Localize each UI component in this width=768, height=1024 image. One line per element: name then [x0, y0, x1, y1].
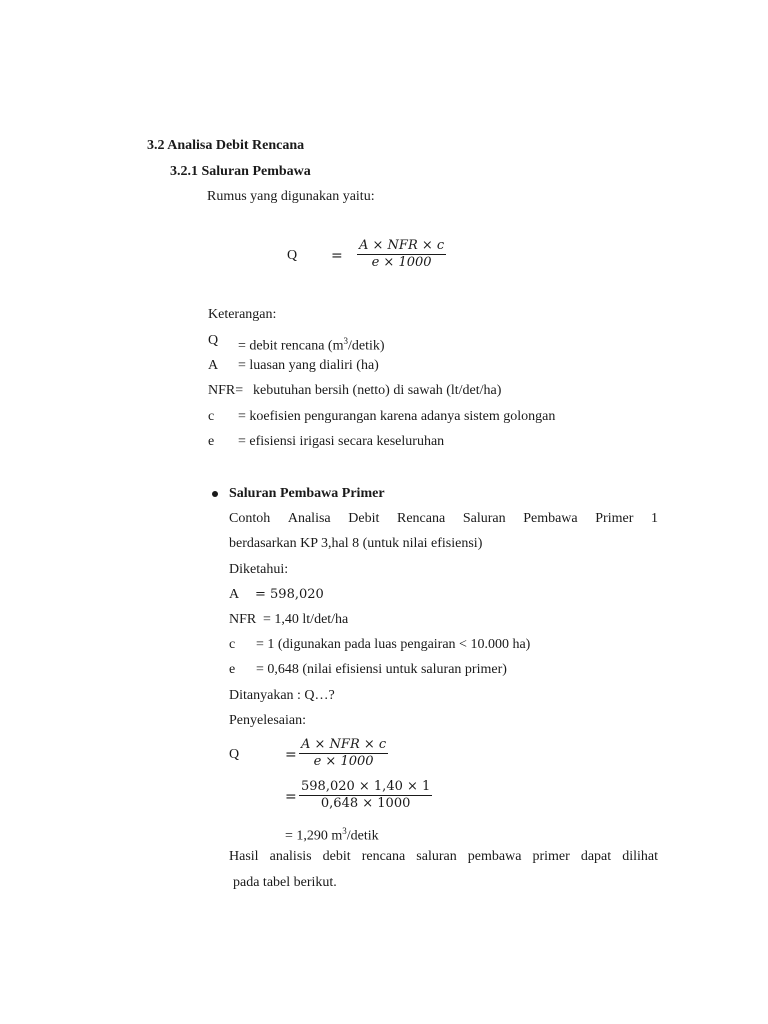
- diketahui-label: Diketahui:: [229, 562, 289, 577]
- keterangan-desc-e: = efisiensi irigasi secara keseluruhan: [238, 434, 445, 449]
- word: Analisa: [287, 511, 331, 526]
- calc-equals-1: =: [285, 747, 297, 763]
- word: analisis: [269, 849, 312, 864]
- ditanyakan-label: Ditanyakan : Q…?: [229, 688, 335, 703]
- keterangan-title: Keterangan:: [208, 307, 277, 322]
- keterangan-desc-nfr: kebutuhan bersih (netto) di sawah (lt/det/ha): [253, 383, 502, 398]
- calc-result: = 1,290 $m^3$/detik: [285, 826, 379, 844]
- word: Primer: [595, 511, 634, 526]
- primer-paragraph-line1: [229, 511, 658, 527]
- keterangan-sym-q: Q: [208, 333, 219, 348]
- formula-numerator: A × NFR × c: [359, 238, 445, 253]
- word: dilihat: [622, 849, 658, 864]
- word: Saluran: [462, 511, 506, 526]
- formula-equals: =: [331, 248, 343, 264]
- given-desc-a: = 598,020: [255, 587, 324, 602]
- keterangan-desc-q: = debit rencana $(m^3/detik)$: [238, 336, 385, 354]
- given-sym-e: e: [229, 662, 236, 677]
- calc-numerator-2: 598,020 × 1,40 × 1: [301, 779, 431, 794]
- keterangan-desc-c: = koefisien pengurangan karena adanya sistem golongan: [238, 409, 556, 424]
- word: primer: [532, 849, 570, 864]
- keterangan-sym-a: A: [208, 358, 219, 373]
- closing-line1: [229, 849, 658, 865]
- keterangan-desc-a: = luasan yang dialiri (ha): [238, 358, 379, 373]
- given-desc-e: = 0,648 (nilai efisiensi untuk saluran primer): [256, 662, 507, 677]
- subsection-number: 3.2.1: [170, 164, 198, 179]
- primer-title: Saluran Pembawa Primer: [229, 486, 385, 501]
- keterangan-sym-c: c: [208, 409, 215, 424]
- word: Rencana: [396, 511, 446, 526]
- section-title: Analisa Debit Rencana: [167, 138, 305, 153]
- calc-lhs: Q: [229, 747, 240, 762]
- word: saluran: [416, 849, 457, 864]
- word: 1: [651, 511, 658, 526]
- calc-fraction-1: [299, 737, 388, 770]
- word: Contoh: [229, 511, 271, 526]
- given-sym-a: A: [229, 587, 240, 602]
- section-heading: [147, 138, 304, 154]
- formula-lhs: Q: [287, 248, 298, 263]
- main-formula-fraction: [357, 238, 446, 271]
- given-desc-nfr: = 1,40 lt/det/ha: [263, 612, 349, 627]
- word: pembawa: [467, 849, 522, 864]
- word: Hasil: [229, 849, 259, 864]
- given-sym-c: c: [229, 637, 236, 652]
- keterangan-sym-e: e: [208, 434, 215, 449]
- closing-line2: pada tabel berikut.: [233, 875, 337, 890]
- word: Pembawa: [523, 511, 578, 526]
- intro-text: Rumus yang digunakan yaitu:: [207, 189, 375, 204]
- primer-paragraph-line2: berdasarkan KP 3,hal 8 (untuk nilai efisiensi): [229, 536, 483, 551]
- word: debit: [322, 849, 351, 864]
- word: dapat: [580, 849, 612, 864]
- given-sym-nfr: NFR: [229, 612, 257, 627]
- word: Debit: [348, 511, 380, 526]
- calc-fraction-2: [299, 779, 432, 812]
- calc-numerator-1: A × NFR × c: [301, 737, 387, 752]
- calc-denominator-2: 0,648 × 1000: [320, 796, 411, 811]
- calc-equals-2: =: [285, 789, 297, 805]
- word: rencana: [361, 849, 406, 864]
- subsection-heading: [170, 164, 311, 180]
- keterangan-sym-nfr: NFR=: [208, 383, 244, 398]
- given-desc-c: = 1 (digunakan pada luas pengairan < 10.000 ha): [256, 637, 531, 652]
- formula-denominator: e × 1000: [371, 255, 432, 270]
- penyelesaian-label: Penyelesaian:: [229, 713, 306, 728]
- section-number: 3.2: [147, 138, 165, 153]
- subsection-title: Saluran Pembawa: [201, 164, 311, 179]
- calc-denominator-1: e × 1000: [313, 754, 374, 769]
- bullet-dot: [212, 491, 218, 497]
